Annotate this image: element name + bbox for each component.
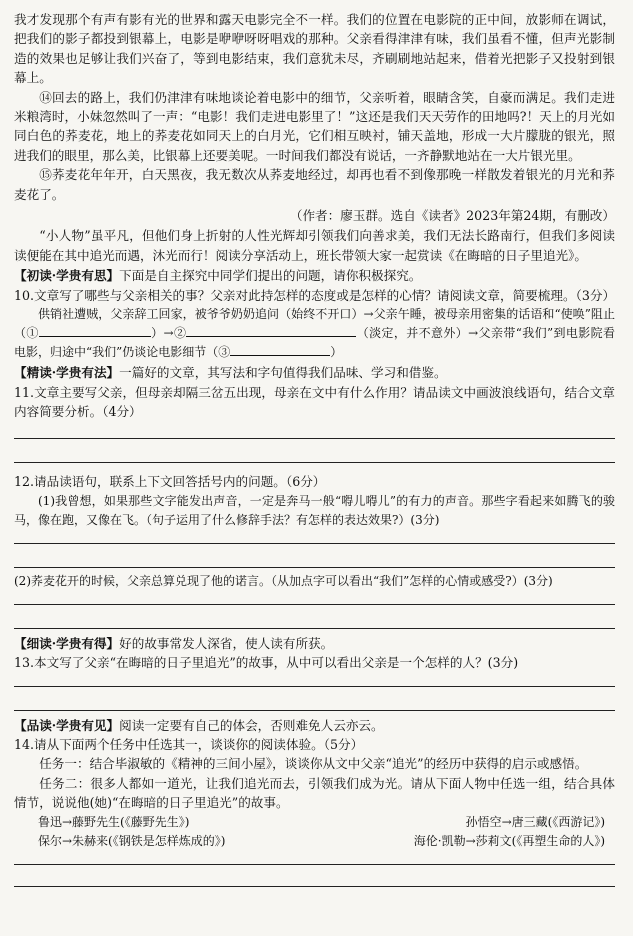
question-10: 10.文章写了哪些与父亲相关的事？父亲对此持怎样的态度或是怎样的心情？请阅读文章，简要梳理。（3分）: [14, 287, 616, 303]
answer-blank-3[interactable]: [230, 355, 330, 356]
answer-line[interactable]: [14, 530, 615, 544]
section-tag: 【品读·学贵有见】: [14, 717, 120, 733]
answer-line[interactable]: [14, 673, 615, 687]
flow-part: 供销社遭贼，父亲辞工回家，被爷爷奶奶追问（始终不开口）→父亲午睡，被母亲用密集的话语和“使唤”阻止（①: [14, 307, 615, 341]
section-heading-1: [14, 266, 615, 285]
passage-paragraph: 我才发现那个有声有影有光的世界和露天电影完全不一样。我们的位置在电影院的正中间，放影师在调试，把我们的影子都投到银幕上，电影是咿咿呀呀唱戏的那种。父亲看得津津有味，我们虽看不懂，但声光影制造的效果也足够让我们兴奋了，等到电影结束，我们意犹未尽，齐刷刷地站起来，借着光把影子又投射到银幕上。: [14, 12, 615, 86]
section-text: 一篇好的文章，其写法和字句值得我们品味、学习和借鉴。: [119, 365, 447, 381]
task-2: 任务二：很多人都如一道光，让我们追光而去，引领我们成为光。请从下面人物中任选一组，结合具体情节，说说他(她)“在晦暗的日子里追光”的故事。: [14, 775, 615, 811]
section-text: 好的故事常发人深省，使人读有所获。: [119, 635, 334, 651]
answer-line[interactable]: [14, 697, 615, 711]
pair-option: 孙悟空→唐三藏(《西游记》): [465, 814, 605, 829]
activity-intro: “小人物”虽平凡，但他们身上折射的人性光辉却引领我们向善求美，我们无法长路南行，但我们多阅读读便能在其中追光而遇，沐光而行！阅读分享活动上，班长带领大家一起赏读《在晦暗的日子里追光》。: [14, 228, 615, 263]
pair-row-1: [14, 813, 615, 832]
pair-option: 保尔→朱赫来(《钢铁是怎样炼成的》): [38, 833, 226, 848]
section-tag: 【精读·学贵有法】: [14, 365, 120, 381]
section-text: 下面是自主探究中同学们提出的问题，请你积极探究。: [119, 268, 422, 284]
section-text: 阅读一定要有自己的体会，否则难免人云亦云。: [119, 717, 384, 733]
question-12: 12.请品读语句，联系上下文回答括号内的问题。（6分）: [14, 474, 326, 490]
passage-source: （作者：廖玉群。选自《读者》2023年第24期，有删改）: [289, 208, 615, 224]
answer-line[interactable]: [14, 851, 615, 865]
pair-option: 海伦·凯勒→莎莉文(《再塑生命的人》): [413, 833, 605, 848]
section-heading-3: [14, 634, 615, 653]
question-14: 14.请从下面两个任务中任选其一，谈谈你的阅读体验。（5分）: [14, 736, 364, 752]
answer-line[interactable]: [14, 873, 615, 887]
flow-part: ）→②: [150, 326, 187, 341]
passage-paragraph-15: ⑮荞麦花年年开，白天黑夜，我无数次从荞麦地经过，却再也看不到像那晚一样散发着银光的月光和荞麦花了。: [14, 167, 615, 202]
question-10-flow: [14, 305, 615, 362]
question-12-2: (2)荞麦花开的时候，父亲总算兑现了他的诺言。（从加点字可以看出“我们”怎样的心情或感受?）(3分): [14, 573, 553, 588]
answer-line[interactable]: [14, 615, 615, 629]
section-heading-2: [14, 363, 615, 382]
section-tag: 【细读·学贵有得】: [14, 635, 120, 651]
question-11: 11.文章主要写父亲，但母亲却隔三岔五出现，母亲在文中有什么作用？请品读文中画波浪线语句，结合文章内容简要分析。（4分）: [14, 384, 615, 419]
flow-part: ）: [330, 345, 343, 360]
flow-part: （淡定，并不意外）→父亲带“我们”到电影院看电影，归途中“我们”仍谈论电影细节（③: [14, 326, 615, 360]
task-1: 任务一：结合毕淑敏的《精神的三间小屋》，谈谈你从文中父亲“追光”的经历中获得的启示或感悟。: [39, 756, 588, 772]
answer-line[interactable]: [14, 554, 615, 568]
answer-line[interactable]: [14, 449, 615, 463]
passage-paragraph-14: ⑭回去的路上，我们仍津津有味地谈论着电影中的细节，父亲听着，眼睛含笑，自豪而满足。我们走进米粮湾时，小妹忽然叫了一声：“电影！我们走进电影里了！”这还是我们天天劳作的田地吗?！天上的月光如同白色的荞麦花，地上的荞麦花如同天上的白月光，它们相互映衬，铺天盖地，形成一大片朦胧的银光，照进我们的眼里，那么美，比银幕上还要美呢。一时间我们都没有说话，一齐静默地站在一大片银光里。: [14, 89, 615, 163]
section-heading-4: [14, 716, 615, 735]
pair-option: 鲁迅→藤野先生(《藤野先生》): [38, 814, 190, 829]
question-13: 13.本文写了父亲“在晦暗的日子里追光”的故事，从中可以看出父亲是一个怎样的人？(3分): [14, 655, 519, 671]
pair-row-2: [14, 832, 615, 851]
question-12-1: (1)我曾想，如果那些文字能发出声音，一定是奔马一般“嘚儿嘚儿”的有力的声音。那些字看起来如腾飞的骏马，像在跑，又像在飞。（句子运用了什么修辞手法？有怎样的表达效果?）(3分): [14, 493, 615, 527]
section-tag: 【初读·学贵有思】: [14, 268, 120, 284]
answer-blank-1[interactable]: [39, 336, 151, 337]
answer-blank-2[interactable]: [186, 336, 356, 337]
answer-line[interactable]: [14, 591, 615, 605]
answer-line[interactable]: [14, 425, 615, 439]
